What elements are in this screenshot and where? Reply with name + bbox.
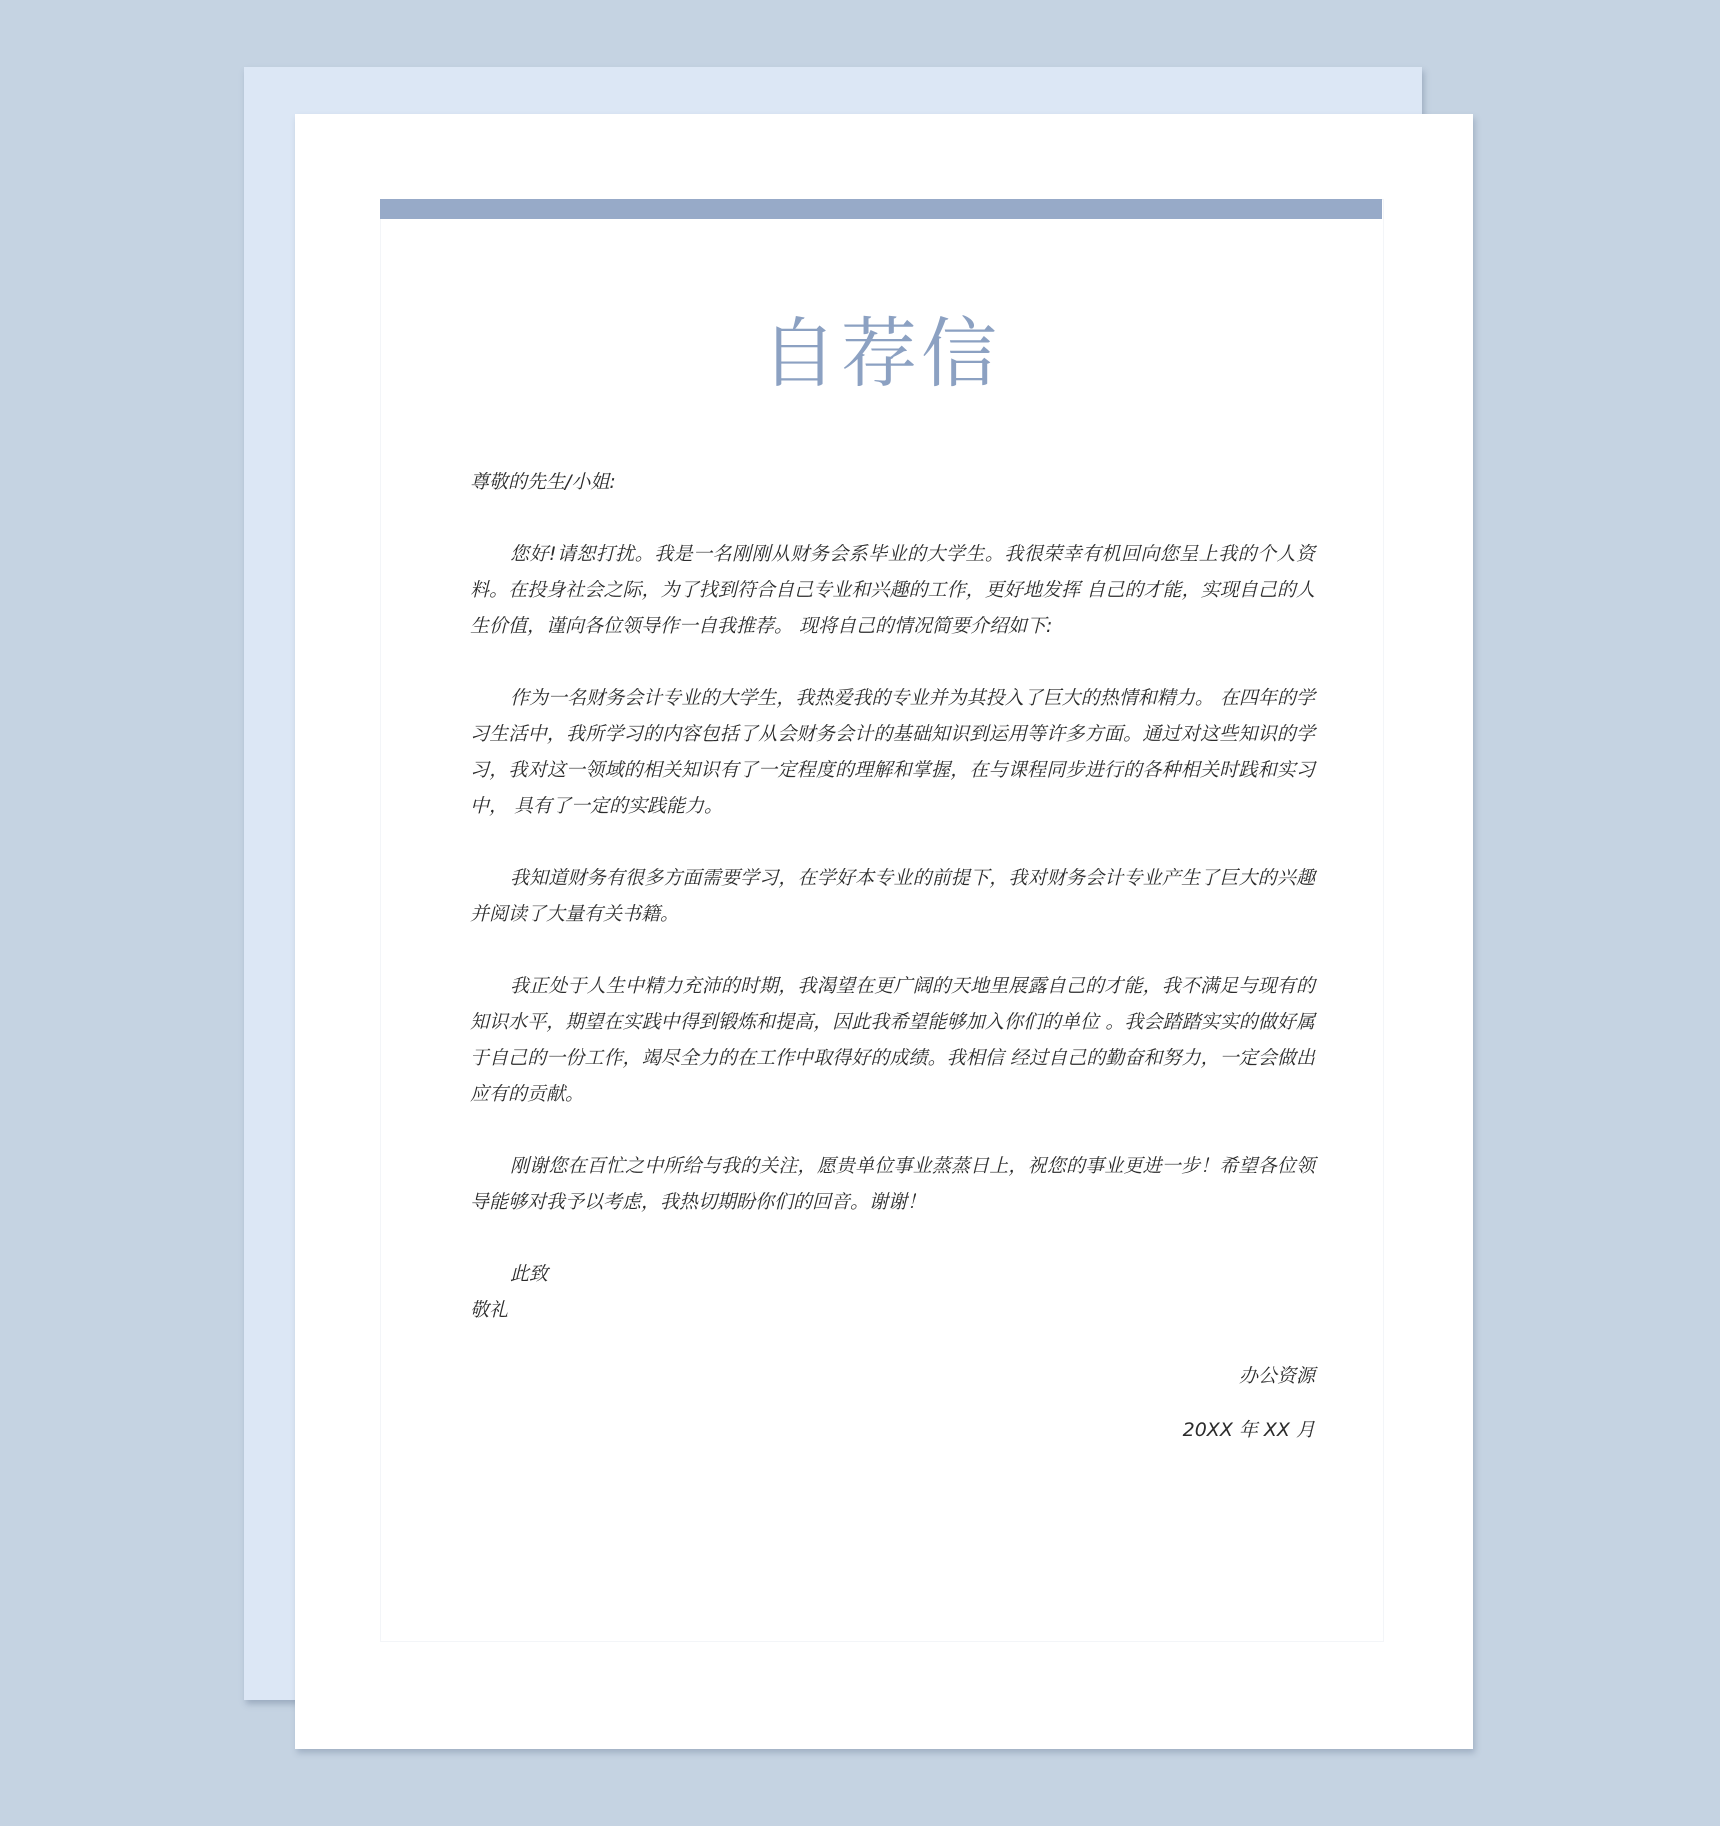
letter-date: 20XX 年 XX 月 (1182, 1419, 1315, 1441)
closing-line-1: 此致 (510, 1263, 549, 1285)
salutation: 尊敬的先生/小姐: (470, 471, 616, 493)
paragraph-education: 作为一名财务会计专业的大学生，我热爱我的专业并为其投入了巨大的热情和精力。 在四年的学习生活中，我所学习的内容包括了从会财务会计的基础知识到运用等许多方面。通过对这些知识的学习，我对这一领域的相关知识有了一定程度的理解和掌握，在与课程同步进行的各种相关时践和实习中， 具有了一定的实践能力。 (470, 687, 1315, 817)
signer-name: 办公资源 (1238, 1365, 1315, 1387)
accent-bar (380, 199, 1382, 219)
letter-page (295, 114, 1473, 1749)
paragraph-thanks: 刚谢您在百忙之中所给与我的关注，愿贵单位事业蒸蒸日上，祝您的事业更进一步！希望各位领导能够对我予以考虑，我热切期盼你们的回音。谢谢！ (470, 1155, 1315, 1213)
paragraph-aspiration: 我正处于人生中精力充沛的时期，我渴望在更广阔的天地里展露自己的才能，我不满足与现有的知识水平，期望在实践中得到锻炼和提高，因此我希望能够加入你们的单位 。我会踏踏实实的做好属于自己的一份工作，竭尽全力的在工作中取得好的成绩。我相信 经过自己的勤奋和努力，一定会做出应有的贡献。 (470, 975, 1315, 1105)
letter-body (470, 464, 1315, 1448)
closing-line-2: 敬礼 (470, 1299, 509, 1321)
page-title: 自荐信 (761, 309, 1001, 398)
paragraph-interest: 我知道财务有很多方面需要学习，在学好本专业的前提下，我对财务会计专业产生了巨大的兴趣并阅读了大量有关书籍。 (470, 867, 1315, 925)
paragraph-intro: 您好!请恕打扰。我是一名刚刚从财务会系毕业的大学生。我很荣幸有机回向您呈上我的个人资料。在投身社会之际，为了找到符合自己专业和兴趣的工作，更好地发挥 自己的才能，实现自己的人生价值，谨向各位领导作一自我推荐。 现将自己的情况简要介绍如下: (470, 543, 1315, 637)
